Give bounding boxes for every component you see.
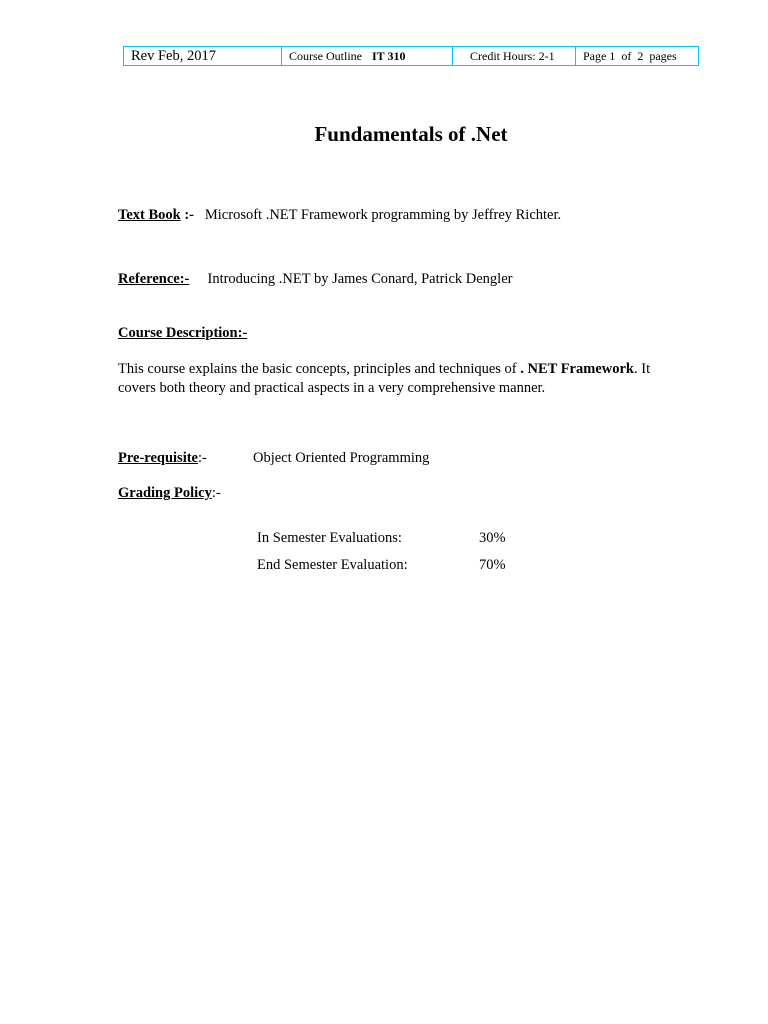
course-description-heading xyxy=(118,325,247,342)
reference-value: Introducing .NET by James Conard, Patrick Dengler xyxy=(207,271,513,287)
grading-row xyxy=(257,530,506,547)
grading-policy-line xyxy=(118,485,221,502)
credit-hours-text: Credit Hours: 2-1 xyxy=(470,48,555,63)
course-description-text xyxy=(118,360,688,398)
course-outline-label: Course Outline xyxy=(289,48,362,63)
text-book-suffix: :- xyxy=(180,207,195,223)
reference-label: Reference:- xyxy=(118,271,190,287)
grading-weight: 70% xyxy=(479,557,506,573)
revision-cell xyxy=(124,47,282,65)
grading-weight: 30% xyxy=(479,530,506,546)
course-description-label: Course Description:- xyxy=(118,325,248,341)
grading-policy-suffix: :- xyxy=(211,485,221,501)
text-book-line xyxy=(118,207,561,224)
grading-row xyxy=(257,557,506,574)
grading-item: In Semester Evaluations: xyxy=(257,530,402,546)
text-book-value: Microsoft .NET Framework programming by Jeffrey Richter. xyxy=(204,207,562,223)
prerequisite-value: Object Oriented Programming xyxy=(253,450,430,466)
prerequisite-label: Pre-requisite xyxy=(118,450,198,466)
reference-line xyxy=(118,271,512,288)
page-info-cell xyxy=(576,47,698,65)
credit-hours-cell xyxy=(453,47,576,65)
description-text-before: This course explains the basic concepts, principles and techniques of xyxy=(118,361,521,377)
header-table xyxy=(123,46,699,66)
revision-text: Rev Feb, 2017 xyxy=(131,47,216,64)
document-title: Fundamentals of .Net xyxy=(314,122,508,146)
prerequisite-suffix: :- xyxy=(198,450,207,466)
page-info-text: Page 1 of 2 pages xyxy=(583,48,677,63)
text-book-label: Text Book xyxy=(118,207,181,223)
description-text-bold: . NET Framework xyxy=(520,361,634,377)
description-text-after: . It covers both theory and practical aspects in a very comprehensive manner. xyxy=(118,361,651,396)
course-code: IT 310 xyxy=(372,48,406,63)
grading-policy-label: Grading Policy xyxy=(118,485,212,501)
course-outline-cell xyxy=(282,47,453,65)
grading-item: End Semester Evaluation: xyxy=(257,557,408,573)
prerequisite-line xyxy=(118,450,207,467)
